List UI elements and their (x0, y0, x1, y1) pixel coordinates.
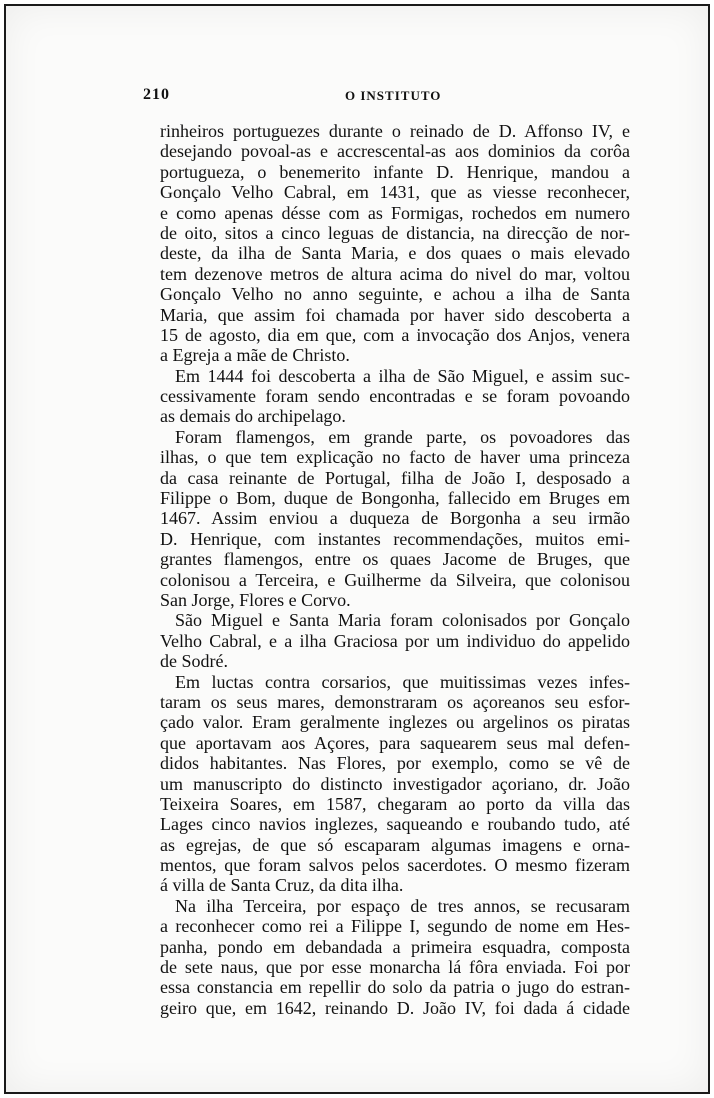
text-line: de sete naus, que por esse monarcha lá fôra enviada. Foi por (160, 957, 630, 978)
text-line: da casa reinante de Portugal, filha de João I, desposado a (160, 467, 630, 488)
text-line: panha, pondo em debandada a primeira esquadra, composta (160, 936, 630, 957)
text-line: as demais do archipelago. (160, 406, 346, 427)
text-line: Teixeira Soares, em 1587, chegaram ao porto da villa das (160, 793, 630, 814)
text-line: cessivamente foram sendo encontradas e se foram povoando (160, 386, 630, 407)
text-line: Foram flamengos, em grande parte, os povoadores das (175, 426, 630, 447)
text-line: Lages cinco navios inglezes, saqueando e roubando tudo, até (160, 814, 630, 835)
body-text (160, 121, 630, 1018)
text-line: a reconhecer como rei a Filippe I, segundo de nome em Hes- (160, 916, 630, 937)
text-line: colonisou a Terceira, e Guilherme da Silveira, que colonisou (160, 569, 630, 590)
text-line: grantes flamengos, entre os quaes Jacome de Bruges, que (160, 549, 630, 570)
text-line: 1467. Assim enviou a duqueza de Borgonha a seu irmão (160, 508, 630, 529)
text-line: um manuscripto do distincto investigador açoriano, dr. João (160, 773, 630, 794)
page-number: 210 (143, 86, 170, 103)
text-line: essa constancia em repellir do solo da patria o jugo do estran- (160, 977, 630, 998)
text-line: Gonçalo Velho no anno seguinte, e achou a ilha de Santa (160, 284, 630, 305)
text-line: São Miguel e Santa Maria foram colonisados por Gonçalo (175, 610, 630, 631)
running-title: O INSTITUTO (345, 88, 442, 103)
text-line: a Egreja a mãe de Christo. (160, 345, 350, 366)
text-line: tem dezenove metros de altura acima do nivel do mar, voltou (160, 263, 630, 284)
text-line: 15 de agosto, dia em que, com a invocação dos Anjos, venera (160, 324, 630, 345)
text-line: Em luctas contra corsarios, que muitissimas vezes infes- (175, 671, 630, 692)
text-line: Gonçalo Velho Cabral, em 1431, que as viesse reconhecer, (160, 182, 630, 203)
text-line: mentos, que foram salvos pelos sacerdotes. O mesmo fizeram (160, 855, 630, 876)
text-line: didos habitantes. Nas Flores, por exemplo, como se vê de (160, 753, 630, 774)
text-line: D. Henrique, com instantes recommendações, muitos emi- (160, 528, 630, 549)
text-line: deste, da ilha de Santa Maria, e dos quaes o mais elevado (160, 243, 630, 264)
text-line: Filippe o Bom, duque de Bongonha, fallecido em Bruges em (160, 488, 630, 509)
text-line: taram os seus mares, demonstraram os açoreanos seu esfor- (160, 691, 630, 712)
text-line: rinheiros portuguezes durante o reinado de D. Affonso IV, e (160, 121, 630, 141)
text-line: Na ilha Terceira, por espaço de tres annos, se recusaram (175, 895, 630, 916)
text-line: de Sodré. (160, 651, 228, 672)
text-line: desejando povoal-as e accrescental-as aos dominios da corôa (160, 141, 630, 162)
text-line: Em 1444 foi descoberta a ilha de São Miguel, e assim suc- (175, 365, 630, 386)
text-line: portugueza, o benemerito infante D. Henrique, mandou a (160, 161, 630, 182)
text-line: á villa de Santa Cruz, da dita ilha. (160, 875, 404, 896)
text-line: geiro que, em 1642, reinando D. João IV, foi dada á cidade (160, 997, 630, 1018)
text-line: ilhas, o que tem explicação no facto de haver uma princeza (160, 447, 630, 468)
text-line: Maria, que assim foi chamada por haver sido descoberta a (160, 304, 630, 325)
text-line: de oito, sitos a cinco leguas de distancia, na direcção de nor- (160, 222, 630, 243)
text-line: as egrejas, de que só escaparam algumas imagens e orna- (160, 834, 630, 855)
text-line: que aportavam aos Açores, para saquearem seus mal defen- (160, 732, 630, 753)
text-line: e como apenas désse com as Formigas, rochedos em numero (160, 202, 630, 223)
text-line: San Jorge, Flores e Corvo. (160, 589, 351, 610)
text-line: çado valor. Eram geralmente inglezes ou argelinos os piratas (160, 712, 630, 733)
text-line: Velho Cabral, e a ilha Graciosa por um individuo do appelido (160, 630, 630, 651)
